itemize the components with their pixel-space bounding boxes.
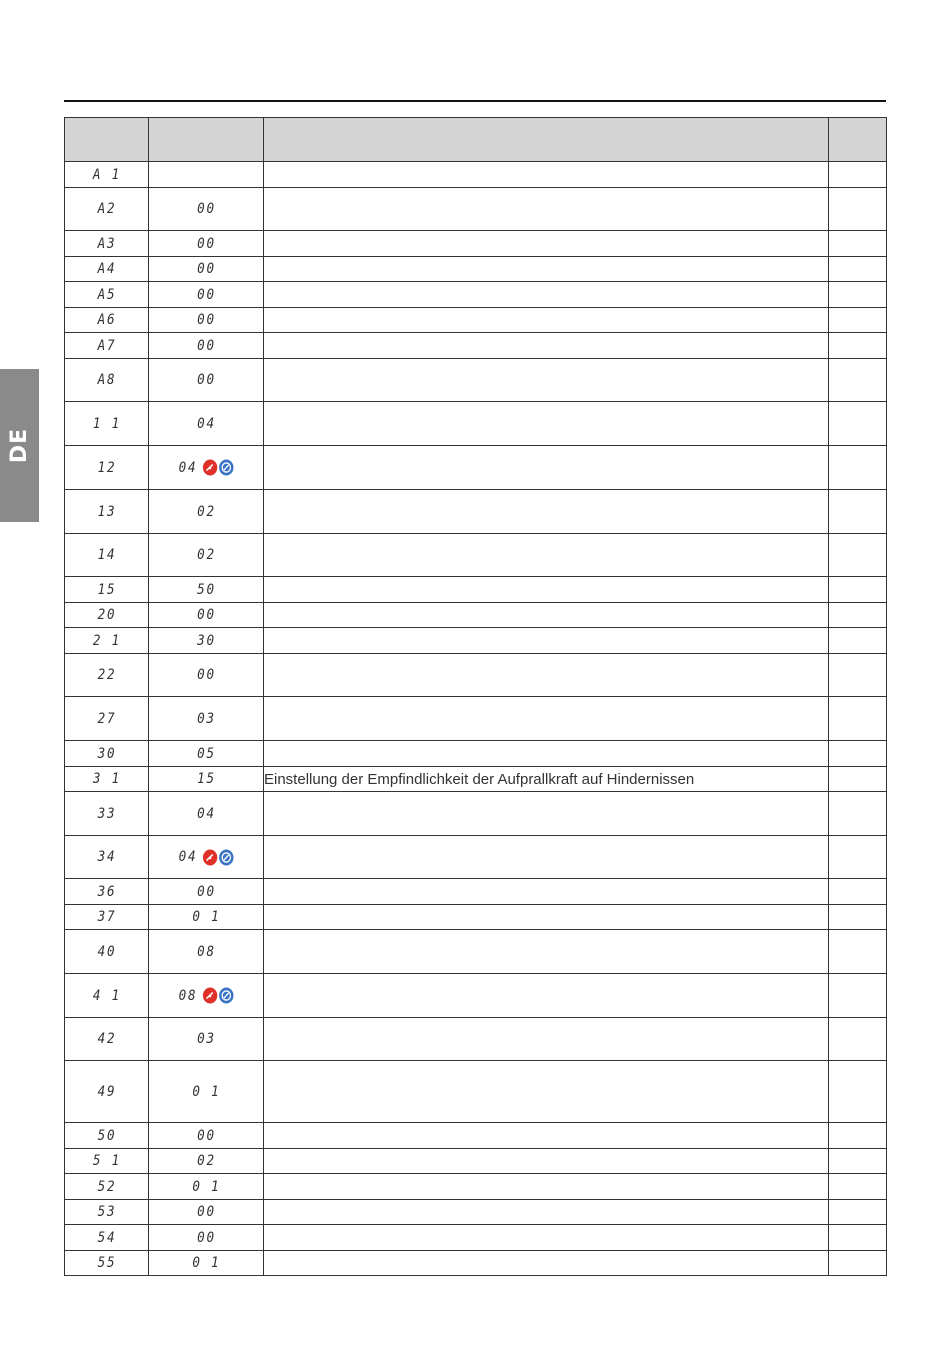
- parameter-description: [264, 654, 829, 697]
- parameter-code: 4 1: [92, 987, 121, 1004]
- parameter-code: 15: [97, 581, 116, 598]
- parameter-code: 20: [97, 607, 116, 623]
- parameter-extra-cell: [829, 333, 887, 359]
- parameter-value-cell: [154, 905, 258, 930]
- parameter-value: 00: [196, 1204, 216, 1220]
- parameter-value: 00: [196, 261, 216, 277]
- table-row: [65, 231, 887, 257]
- parameter-extra-cell: [829, 767, 887, 792]
- parameter-description: [264, 1149, 829, 1174]
- parameter-code-cell: [69, 1225, 145, 1251]
- parameter-code-cell: [69, 188, 145, 231]
- parameter-description: [264, 930, 829, 974]
- parameter-description: [264, 792, 829, 836]
- table-row: [65, 603, 887, 628]
- parameter-description: [264, 359, 829, 402]
- parameter-value: 00: [196, 372, 216, 388]
- parameter-code-cell: [69, 1149, 145, 1174]
- table-row: [65, 905, 887, 930]
- parameter-extra-cell: [829, 577, 887, 603]
- table-row: [65, 308, 887, 333]
- parameter-extra-cell: [829, 1123, 887, 1149]
- table-row: [65, 402, 887, 446]
- parameter-code-cell: [69, 930, 145, 974]
- parameter-extra-cell: [829, 308, 887, 333]
- parameter-code-cell: [69, 231, 145, 257]
- parameter-value: 0 1: [191, 1083, 221, 1100]
- parameter-extra-cell: [829, 654, 887, 697]
- table-row: [65, 1123, 887, 1149]
- parameter-code-cell: [69, 257, 145, 282]
- table-row: [65, 974, 887, 1018]
- parameter-code-cell: [69, 1174, 145, 1200]
- parameter-value-cell: [154, 359, 258, 402]
- table-row: [65, 282, 887, 308]
- parameter-value-cell: [154, 767, 258, 792]
- parameter-value: 0 1: [191, 909, 221, 925]
- parameter-value: 00: [196, 667, 216, 683]
- parameter-description: [264, 308, 829, 333]
- parameter-description: [264, 231, 829, 257]
- parameter-code-cell: [69, 577, 145, 603]
- parameter-value-cell: [154, 879, 258, 905]
- parameter-code-cell: [69, 767, 145, 792]
- parameter-description: [264, 490, 829, 534]
- parameter-extra-cell: [829, 1225, 887, 1251]
- parameter-description: [264, 905, 829, 930]
- parameter-code: A5: [97, 286, 116, 303]
- parameter-value-cell: [154, 577, 258, 603]
- table-row: [65, 188, 887, 231]
- language-side-tab: [0, 369, 39, 522]
- parameter-code-cell: [69, 333, 145, 359]
- parameter-value: 02: [196, 1153, 216, 1169]
- parameter-code: 14: [97, 547, 116, 563]
- parameter-value: 0 1: [191, 1255, 221, 1271]
- parameter-value: 00: [196, 235, 216, 252]
- parameter-value-cell: [154, 162, 258, 188]
- parameter-description: [264, 1123, 829, 1149]
- parameter-code: 54: [97, 1229, 116, 1246]
- parameter-description: [264, 1174, 829, 1200]
- parameter-extra-cell: [829, 359, 887, 402]
- language-side-tab-label: DE: [6, 427, 32, 464]
- parameter-value-cell: [154, 1174, 258, 1200]
- parameter-extra-cell: [829, 697, 887, 741]
- table-row: [65, 697, 887, 741]
- parameter-code: 52: [97, 1178, 116, 1195]
- parameter-value-cell: [154, 231, 258, 257]
- parameter-extra-cell: [829, 628, 887, 654]
- parameter-extra-cell: [829, 930, 887, 974]
- parameter-description: [264, 333, 829, 359]
- parameter-code: A6: [97, 312, 116, 328]
- table-row: [65, 1251, 887, 1276]
- parameter-extra-cell: [829, 402, 887, 446]
- table-row: [65, 879, 887, 905]
- parameter-code-cell: [69, 697, 145, 741]
- parameter-extra-cell: [829, 231, 887, 257]
- parameter-code: 13: [97, 503, 116, 520]
- parameter-value: 0 1: [191, 1178, 221, 1195]
- parameter-code-cell: [69, 534, 145, 577]
- parameter-value: 04: [196, 415, 216, 432]
- parameter-extra-cell: [829, 1174, 887, 1200]
- parameter-value-cell: [154, 1018, 258, 1061]
- red-gauge-icon: [202, 849, 217, 866]
- parameter-code: 22: [97, 667, 116, 683]
- parameter-value-cell: [154, 1061, 258, 1123]
- parameter-code-cell: [69, 628, 145, 654]
- parameter-description: [264, 257, 829, 282]
- table-row: [65, 577, 887, 603]
- parameter-value-cell: [154, 654, 258, 697]
- parameter-table-header: [65, 118, 887, 162]
- parameter-extra-cell: [829, 490, 887, 534]
- parameter-description: [264, 697, 829, 741]
- parameter-value-cell: [154, 1149, 258, 1174]
- parameter-code-cell: [69, 308, 145, 333]
- parameter-code: A3: [97, 235, 116, 252]
- parameter-description: [264, 974, 829, 1018]
- parameter-description: [264, 402, 829, 446]
- table-row: [65, 1225, 887, 1251]
- table-row: [65, 767, 887, 792]
- parameter-code-cell: [69, 654, 145, 697]
- parameter-value: 02: [196, 547, 216, 563]
- table-row: [65, 1061, 887, 1123]
- parameter-code: A7: [97, 337, 116, 354]
- blue-cycle-icon: [219, 459, 234, 476]
- parameter-code: 50: [97, 1127, 116, 1144]
- parameter-description: [264, 741, 829, 767]
- parameter-value: 00: [196, 607, 216, 623]
- parameter-code: 27: [97, 710, 116, 727]
- parameter-code: 34: [97, 849, 116, 865]
- parameter-code: 2 1: [92, 632, 121, 649]
- parameter-code: 3 1: [92, 771, 121, 787]
- parameter-value: 08: [196, 943, 216, 960]
- header-cell-code: [65, 118, 149, 162]
- parameter-value: 05: [196, 745, 216, 762]
- parameter-extra-cell: [829, 836, 887, 879]
- parameter-value: 02: [196, 503, 216, 520]
- header-cell-description: [264, 118, 829, 162]
- parameter-code: A8: [97, 372, 116, 388]
- parameter-value-cell: [154, 188, 258, 231]
- parameter-extra-cell: [829, 879, 887, 905]
- table-row: [65, 162, 887, 188]
- table-row: [65, 446, 887, 490]
- parameter-extra-cell: [829, 534, 887, 577]
- parameter-extra-cell: [829, 1018, 887, 1061]
- parameter-table: [64, 117, 887, 1276]
- parameter-code: 37: [97, 909, 116, 925]
- table-row: [65, 257, 887, 282]
- parameter-extra-cell: [829, 282, 887, 308]
- blue-cycle-icon: [219, 987, 234, 1004]
- parameter-code: 36: [97, 883, 116, 900]
- parameter-value-cell: [154, 257, 258, 282]
- table-row: [65, 930, 887, 974]
- parameter-description: [264, 1251, 829, 1276]
- parameter-extra-cell: [829, 162, 887, 188]
- parameter-value-cell: [154, 974, 258, 1018]
- parameter-extra-cell: [829, 446, 887, 490]
- parameter-description: Einstellung der Empfindlichkeit der Aufprallkraft auf Hindernissen: [264, 767, 829, 792]
- parameter-code-cell: [69, 836, 145, 879]
- parameter-value: 03: [196, 1031, 216, 1047]
- parameter-code: 40: [97, 943, 116, 960]
- parameter-extra-cell: [829, 1061, 887, 1123]
- parameter-value-cell: [154, 402, 258, 446]
- parameter-value: 15: [196, 771, 216, 787]
- parameter-value: 00: [196, 883, 216, 900]
- parameter-code-cell: [69, 162, 145, 188]
- parameter-code-cell: [69, 974, 145, 1018]
- blue-cycle-icon: [219, 849, 234, 866]
- parameter-value-cell: [154, 282, 258, 308]
- parameter-value-cell: [154, 741, 258, 767]
- parameter-code-cell: [69, 490, 145, 534]
- parameter-extra-cell: [829, 1149, 887, 1174]
- parameter-code: 12: [97, 459, 116, 476]
- parameter-value-cell: [154, 1123, 258, 1149]
- parameter-code: 42: [97, 1031, 116, 1047]
- parameter-code-cell: [69, 792, 145, 836]
- parameter-value-cell: [154, 792, 258, 836]
- parameter-code-cell: [69, 446, 145, 490]
- header-cell-value: [149, 118, 264, 162]
- parameter-value-cell: [154, 628, 258, 654]
- parameter-value: 04: [178, 459, 197, 476]
- parameter-description: [264, 282, 829, 308]
- parameter-value-cell: [154, 490, 258, 534]
- parameter-value-cell: [154, 836, 258, 879]
- parameter-value: 04: [196, 805, 216, 822]
- parameter-value-cell: [154, 534, 258, 577]
- parameter-extra-cell: [829, 741, 887, 767]
- parameter-code: A2: [97, 201, 116, 217]
- table-row: [65, 1174, 887, 1200]
- red-gauge-icon: [202, 987, 217, 1004]
- parameter-extra-cell: [829, 905, 887, 930]
- parameter-value-cell: [154, 930, 258, 974]
- mode-icons: [202, 987, 234, 1004]
- parameter-description: [264, 534, 829, 577]
- mode-icons: [202, 459, 234, 476]
- parameter-extra-cell: [829, 1200, 887, 1225]
- parameter-value: 00: [196, 337, 216, 354]
- parameter-description: [264, 1018, 829, 1061]
- table-row: [65, 333, 887, 359]
- parameter-code: 5 1: [92, 1153, 121, 1169]
- parameter-extra-cell: [829, 792, 887, 836]
- table-row: [65, 836, 887, 879]
- parameter-extra-cell: [829, 188, 887, 231]
- mode-icons: [202, 849, 234, 866]
- parameter-value: 00: [196, 312, 216, 328]
- parameter-description: [264, 603, 829, 628]
- parameter-description: [264, 1061, 829, 1123]
- parameter-value-cell: [154, 1251, 258, 1276]
- parameter-value: 04: [178, 849, 197, 865]
- table-row: [65, 792, 887, 836]
- parameter-value-cell: [154, 697, 258, 741]
- table-row: [65, 534, 887, 577]
- parameter-value: 00: [196, 1229, 216, 1246]
- parameter-value: 00: [196, 286, 216, 303]
- header-cell-extra: [829, 118, 887, 162]
- parameter-code: 55: [97, 1255, 116, 1271]
- table-row: [65, 1200, 887, 1225]
- parameter-description: [264, 162, 829, 188]
- parameter-code-cell: [69, 741, 145, 767]
- red-gauge-icon: [202, 459, 217, 476]
- parameter-description: [264, 1200, 829, 1225]
- parameter-extra-cell: [829, 1251, 887, 1276]
- parameter-value: 08: [178, 987, 197, 1004]
- parameter-code: 33: [97, 805, 116, 822]
- parameter-code: A 1: [92, 166, 121, 183]
- parameter-value: 03: [196, 710, 216, 727]
- parameter-description: [264, 446, 829, 490]
- parameter-code-cell: [69, 1251, 145, 1276]
- parameter-code-cell: [69, 603, 145, 628]
- parameter-value: 00: [196, 1127, 216, 1144]
- table-row: [65, 741, 887, 767]
- parameter-description: [264, 836, 829, 879]
- parameter-extra-cell: [829, 603, 887, 628]
- table-row: [65, 654, 887, 697]
- parameter-value-cell: [154, 1200, 258, 1225]
- parameter-code-cell: [69, 282, 145, 308]
- parameter-value: 30: [196, 632, 216, 649]
- parameter-code-cell: [69, 1018, 145, 1061]
- parameter-code: 49: [97, 1083, 116, 1100]
- parameter-code: 30: [97, 745, 116, 762]
- table-row: [65, 1149, 887, 1174]
- parameter-value-cell: [154, 308, 258, 333]
- parameter-code: A4: [97, 261, 116, 277]
- parameter-table-body: [65, 162, 887, 1276]
- parameter-code-cell: [69, 1123, 145, 1149]
- parameter-code-cell: [69, 879, 145, 905]
- parameter-extra-cell: [829, 257, 887, 282]
- parameter-value-cell: [154, 333, 258, 359]
- parameter-code-cell: [69, 1200, 145, 1225]
- table-row: [65, 490, 887, 534]
- table-row: [65, 628, 887, 654]
- parameter-value: 50: [196, 581, 216, 598]
- table-row: [65, 1018, 887, 1061]
- parameter-value-cell: [154, 446, 258, 490]
- top-rule: [64, 100, 886, 102]
- parameter-description: [264, 1225, 829, 1251]
- parameter-value-cell: [154, 1225, 258, 1251]
- parameter-description: [264, 879, 829, 905]
- parameter-code-cell: [69, 359, 145, 402]
- parameter-description: [264, 577, 829, 603]
- parameter-code-cell: [69, 905, 145, 930]
- parameter-code-cell: [69, 1061, 145, 1123]
- header-row: [65, 118, 887, 162]
- parameter-code: 53: [97, 1204, 116, 1220]
- table-row: [65, 359, 887, 402]
- parameter-value: 00: [196, 201, 216, 217]
- parameter-code-cell: [69, 402, 145, 446]
- parameter-code: 1 1: [92, 415, 121, 432]
- parameter-description: [264, 188, 829, 231]
- parameter-extra-cell: [829, 974, 887, 1018]
- parameter-description: [264, 628, 829, 654]
- parameter-value-cell: [154, 603, 258, 628]
